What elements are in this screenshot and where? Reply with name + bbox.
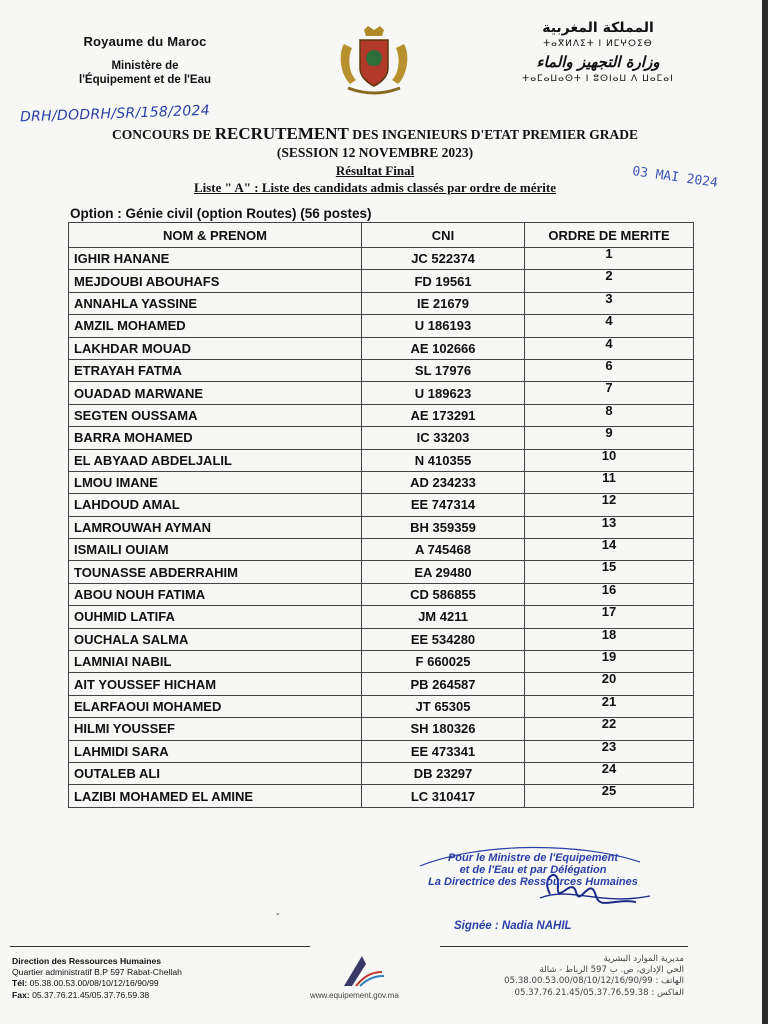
candidate-cni: AE 102666 — [362, 337, 525, 359]
table-row — [69, 427, 694, 449]
candidate-cni: SH 180326 — [362, 718, 525, 740]
signature-stamp — [418, 852, 648, 888]
candidate-name: OUTALEB ALI — [69, 762, 362, 784]
signee: Signée : Nadia NAHIL — [454, 920, 572, 932]
rank-value: 7 — [605, 380, 613, 396]
page-edge — [762, 0, 768, 1024]
table-row — [69, 471, 694, 493]
table-row — [69, 785, 694, 807]
candidate-rank — [525, 606, 694, 628]
rank-value: 16 — [601, 581, 617, 597]
table-row — [69, 718, 694, 740]
rank-value: 9 — [605, 425, 613, 441]
candidate-name: LAZIBI MOHAMED EL AMINE — [69, 785, 362, 807]
candidate-rank — [525, 539, 694, 561]
candidate-cni: IC 33203 — [362, 427, 525, 449]
candidate-rank — [525, 427, 694, 449]
header-arabic — [508, 20, 688, 87]
candidate-rank — [525, 785, 694, 807]
candidate-rank — [525, 382, 694, 404]
rank-value: 23 — [601, 738, 617, 754]
option-label: Option : Génie civil (option Routes) (56 postes) — [70, 206, 372, 221]
candidate-rank — [525, 561, 694, 583]
candidate-rank — [525, 718, 694, 740]
ministry-fr-line1: Ministère de — [111, 60, 179, 72]
candidate-cni: JC 522374 — [362, 248, 525, 270]
candidate-cni: N 410355 — [362, 449, 525, 471]
table-row — [69, 382, 694, 404]
candidate-name: MEJDOUBI ABOUHAFS — [69, 270, 362, 292]
rank-value: 4 — [605, 335, 613, 351]
footer-right — [470, 954, 684, 999]
candidate-name: LAHMIDI SARA — [69, 740, 362, 762]
reference-number: DRH/DODRH/SR/158/2024 — [19, 102, 211, 126]
candidate-name: EL ABYAAD ABDELJALIL — [69, 449, 362, 471]
rank-value: 20 — [601, 671, 617, 687]
candidate-cni: JM 4211 — [362, 606, 525, 628]
candidate-name: ABOU NOUH FATIMA — [69, 583, 362, 605]
candidate-cni: JT 65305 — [362, 695, 525, 717]
footer-tel-ar: الهاتف : 05.38.00.53.00/08/10/12/16/90/99 — [504, 976, 684, 987]
candidate-rank — [525, 651, 694, 673]
candidate-rank — [525, 248, 694, 270]
candidate-cni: EE 534280 — [362, 628, 525, 650]
candidate-name: LAMROUWAH AYMAN — [69, 516, 362, 538]
footer-rule-left — [10, 946, 310, 947]
candidate-rank — [525, 494, 694, 516]
candidate-rank — [525, 695, 694, 717]
list-heading: Liste " A" : Liste des candidats admis classés par ordre de mérite — [193, 180, 557, 195]
footer-website: www.equipement.gov.ma — [310, 991, 399, 1000]
footer-dept-fr: Direction des Ressources Humaines — [12, 956, 162, 966]
candidate-rank — [525, 315, 694, 337]
footer-tel-label: Tél: — [12, 978, 28, 989]
candidate-cni: A 745468 — [362, 539, 525, 561]
candidate-rank — [525, 762, 694, 784]
footer-fax-label: Fax: — [12, 989, 30, 1000]
rank-value: 18 — [601, 626, 617, 642]
kingdom-tifinagh: ⵜⴰⴳⵍⴷⵉⵜ ⵏ ⵍⵎⵖⵔⵉⴱ — [543, 39, 653, 49]
kingdom-fr: Royaume du Maroc — [83, 34, 207, 49]
candidate-name: OUCHALA SALMA — [69, 628, 362, 650]
candidate-cni: FD 19561 — [362, 270, 525, 292]
candidate-rank — [525, 359, 694, 381]
rank-value: 10 — [601, 447, 617, 463]
rank-value: 13 — [601, 514, 617, 530]
candidate-rank — [525, 471, 694, 493]
rank-value: 1 — [605, 246, 613, 261]
footer-left — [12, 956, 182, 1001]
table-row — [69, 539, 694, 561]
candidate-cni: U 186193 — [362, 315, 525, 337]
header-french — [60, 34, 230, 87]
table-header-row — [69, 223, 694, 248]
coat-of-arms-icon — [334, 24, 414, 100]
footer-address-ar: الحي الإداري، ص. ب 597 الرباط - شالة — [539, 965, 684, 976]
result-heading: Résultat Final — [335, 163, 415, 178]
candidate-rank — [525, 740, 694, 762]
candidate-cni: EE 473341 — [362, 740, 525, 762]
rank-value: 12 — [601, 492, 617, 508]
header-name: NOM & PRENOM — [69, 223, 362, 248]
candidate-name: ISMAILI OUIAM — [69, 539, 362, 561]
candidate-cni: F 660025 — [362, 651, 525, 673]
candidate-name: TOUNASSE ABDERRAHIM — [69, 561, 362, 583]
candidate-name: LAMNIAI NABIL — [69, 651, 362, 673]
candidate-cni: SL 17976 — [362, 359, 525, 381]
table-row — [69, 628, 694, 650]
rank-value: 21 — [601, 693, 617, 709]
candidate-rank — [525, 292, 694, 314]
table-row — [69, 740, 694, 762]
rank-value: 25 — [601, 783, 617, 799]
table-row — [69, 583, 694, 605]
footer-fax-ar: الفاكس : 05.37.76.21.45/05.37.76.59.38 — [514, 987, 684, 998]
table-row — [69, 248, 694, 270]
footer-dept-ar: مديرية الموارد البشرية — [603, 954, 684, 964]
candidate-rank — [525, 404, 694, 426]
candidate-cni: EA 29480 — [362, 561, 525, 583]
candidate-cni: AD 234233 — [362, 471, 525, 493]
signature-line3: La Directrice des Ressources Humaines — [428, 876, 638, 888]
candidate-name: AMZIL MOHAMED — [69, 315, 362, 337]
candidate-cni: PB 264587 — [362, 673, 525, 695]
ministry-fr-line2: l'Équipement et de l'Eau — [79, 74, 211, 86]
rank-value: 24 — [601, 760, 617, 776]
session-date: (SESSION 12 NOVEMBRE 2023) — [276, 145, 474, 160]
rank-value: 3 — [605, 290, 613, 306]
footer-tel: 05.38.00.53.00/08/10/12/16/90/99 — [29, 978, 159, 989]
title-prefix: CONCOURS DE — [111, 127, 212, 142]
table-row — [69, 516, 694, 538]
footer-rule-right — [440, 946, 688, 947]
ministry-ar: وزارة التجهيز والماء — [536, 53, 660, 71]
candidate-cni: LC 310417 — [362, 785, 525, 807]
footer-fax: 05.37.76.21.45/05.37.76.59.38 — [32, 989, 150, 1000]
results-table — [68, 222, 694, 808]
rank-value: 19 — [601, 649, 617, 665]
candidate-cni: CD 586855 — [362, 583, 525, 605]
ministry-tifinagh: ⵜⴰⵎⴰⵡⴰⵙⵜ ⵏ ⵓⵙⵏⴰⵡ ⴷ ⵡⴰⵎⴰⵏ — [522, 74, 674, 84]
candidate-name: AIT YOUSSEF HICHAM — [69, 673, 362, 695]
table-row — [69, 494, 694, 516]
table-row — [69, 673, 694, 695]
candidate-name: ANNAHLA YASSINE — [69, 292, 362, 314]
candidate-name: OUHMID LATIFA — [69, 606, 362, 628]
table-row — [69, 315, 694, 337]
candidate-rank — [525, 583, 694, 605]
header-rank: ORDRE DE MERITE — [525, 223, 694, 248]
candidate-cni: U 189623 — [362, 382, 525, 404]
header-cni: CNI — [362, 223, 525, 248]
candidate-name: ETRAYAH FATMA — [69, 359, 362, 381]
table-body — [69, 248, 694, 808]
date-stamp: 03 MAI 2024 — [631, 164, 719, 191]
candidate-rank — [525, 628, 694, 650]
table-row — [69, 651, 694, 673]
title-suffix: DES INGENIEURS D'ETAT PREMIER GRADE — [352, 127, 639, 142]
rank-value: 22 — [601, 716, 617, 732]
candidate-name: ELARFAOUI MOHAMED — [69, 695, 362, 717]
table-row — [69, 762, 694, 784]
title-block — [60, 124, 690, 196]
signature-line1: Pour le Ministre de l'Equipement — [447, 852, 619, 864]
candidate-name: HILMI YOUSSEF — [69, 718, 362, 740]
rank-value: 14 — [601, 537, 617, 553]
rank-value: 2 — [605, 268, 613, 284]
stray-mark: - — [276, 908, 280, 920]
rank-value: 8 — [605, 402, 613, 418]
table-row — [69, 606, 694, 628]
candidate-name: IGHIR HANANE — [69, 248, 362, 270]
candidate-name: LAHDOUD AMAL — [69, 494, 362, 516]
candidate-rank — [525, 516, 694, 538]
candidate-name: OUADAD MARWANE — [69, 382, 362, 404]
candidate-name: SEGTEN OUSSAMA — [69, 404, 362, 426]
candidate-name: LAKHDAR MOUAD — [69, 337, 362, 359]
rank-value: 6 — [605, 357, 613, 373]
table-row — [69, 292, 694, 314]
title-highlight: RECRUTEMENT — [214, 124, 349, 143]
candidate-rank — [525, 270, 694, 292]
rank-value: 11 — [602, 469, 616, 485]
candidate-cni: EE 747314 — [362, 494, 525, 516]
footer-address-fr: Quartier administratif B.P 597 Rabat-Chellah — [12, 967, 182, 978]
candidate-rank — [525, 673, 694, 695]
candidate-cni: BH 359359 — [362, 516, 525, 538]
signature-line2: et de l'Eau et par Délégation — [459, 864, 607, 876]
rank-value: 17 — [601, 604, 617, 620]
rank-value: 4 — [605, 313, 613, 329]
table-row — [69, 270, 694, 292]
table-row — [69, 359, 694, 381]
rank-value: 15 — [601, 559, 617, 575]
kingdom-ar: المملكة المغربية — [542, 20, 654, 36]
candidate-name: LMOU IMANE — [69, 471, 362, 493]
ministry-logo-icon — [336, 950, 386, 990]
candidate-cni: DB 23297 — [362, 762, 525, 784]
candidate-name: BARRA MOHAMED — [69, 427, 362, 449]
candidate-rank — [525, 337, 694, 359]
table-row — [69, 337, 694, 359]
table-row — [69, 561, 694, 583]
table-row — [69, 449, 694, 471]
candidate-rank — [525, 449, 694, 471]
candidate-cni: AE 173291 — [362, 404, 525, 426]
contest-title — [60, 124, 690, 144]
candidate-cni: IE 21679 — [362, 292, 525, 314]
table-row — [69, 404, 694, 426]
table-row — [69, 695, 694, 717]
